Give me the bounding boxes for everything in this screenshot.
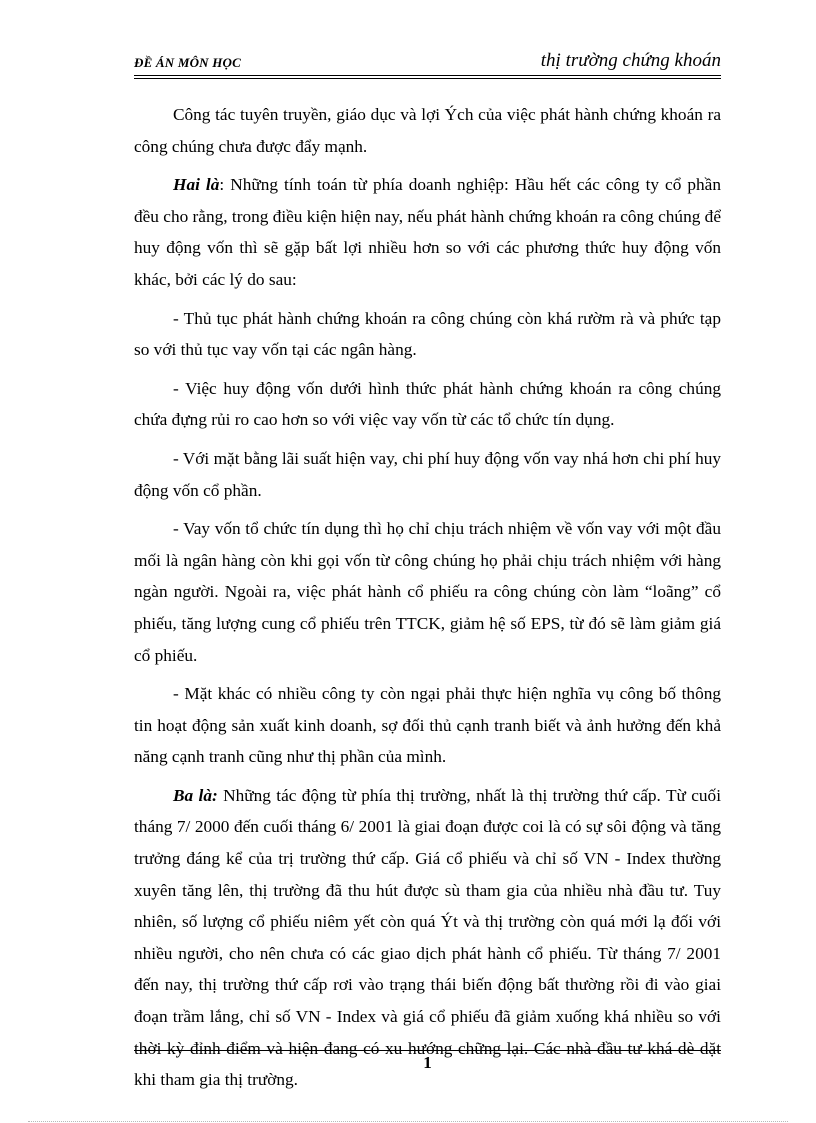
paragraph <box>134 373 721 436</box>
paragraph <box>134 678 721 773</box>
header-divider <box>134 75 721 79</box>
paragraph <box>134 169 721 295</box>
paragraph-text: : Những tính toán từ phía doanh nghiệp: Hầu hết các công ty cổ phần đều cho rằng, trong điều kiện hiện nay, nếu phát hành chứng khoán ra công chúng để huy động vốn thì sẽ gặp bất lợi nhiều hơn so với các phương thức huy động vốn khác, bởi các lý do sau: <box>134 175 721 289</box>
paragraph <box>134 780 721 1096</box>
paragraph <box>134 443 721 506</box>
paragraph <box>134 513 721 671</box>
paragraph-text: - Vay vốn tổ chức tín dụng thì họ chỉ chịu trách nhiệm về vốn vay với một đầu mối là ngân hàng còn khi gọi vốn từ công chúng họ phải chịu trách nhiệm với hàng ngàn người. Ngoài ra, việc phát hành cổ phiếu ra công chúng còn làm “loãng” cổ phiếu, tăng lượng cung cổ phiếu trên TTCK, giảm hệ số EPS, từ đó sẽ làm giảm giá cổ phiếu. <box>134 519 721 665</box>
paragraph-text: - Việc huy động vốn dưới hình thức phát hành chứng khoán ra công chúng chứa đựng rủi ro cao hơn so với việc vay vốn từ các tổ chức tín dụng. <box>134 378 721 430</box>
document-body <box>134 99 721 1103</box>
paragraph-label: Hai là <box>173 175 220 195</box>
paragraph-text: Công tác tuyên truyền, giáo dục và lợi Ých của việc phát hành chứng khoán ra công chúng chưa được đẩy mạnh. <box>134 105 721 156</box>
header-document-type: ĐỀ ÁN MÔN HỌC <box>134 55 241 70</box>
footer-divider <box>134 1050 721 1051</box>
paragraph <box>134 99 721 162</box>
header-topic: thị trường chứng khoán <box>540 50 721 71</box>
paragraph-text: - Với mặt bằng lãi suất hiện vay, chi phí huy động vốn vay nhá hơn chi phí huy động vốn cổ phần. <box>134 448 721 500</box>
page-number: 1 <box>423 1053 432 1072</box>
paragraph-text: Những tác động từ phía thị trường, nhất là thị trường thứ cấp. Từ cuối tháng 7/ 2000 đến cuối tháng 6/ 2001 là giai đoạn được coi là có sự sôi động và tăng trưởng đáng kể của trị trường thứ cấp. Giá cổ phiếu và chỉ số VN - Index thường xuyên tăng lên, thị trường đã thu hút được sù tham gia của nhiều nhà đầu tư. Tuy nhiên, số lượng cổ phiếu niêm yết còn quá Ýt và thị trường còn quá mới lạ đối với nhiều người, cho nên chưa có các giao dịch phát hành cổ phiếu. Từ tháng 7/ 2001 đến nay, thị trường thứ cấp rơi vào trạng thái biến động bất thường rồi đi vào giai đoạn trầm lắng, chỉ số VN - Index và giá cổ phiếu đã giảm xuống khá nhiều so với thời kỳ đỉnh điểm và hiện đang có xu hướng chững lại. Các nhà đầu tư khá dè dặt khi tham gia thị trường. <box>134 785 721 1090</box>
paragraph-text: - Thủ tục phát hành chứng khoán ra công chúng còn khá rườm rà và phức tạp so với thủ tục vay vốn tại các ngân hàng. <box>134 308 721 360</box>
page-header <box>134 50 721 74</box>
paragraph <box>134 303 721 366</box>
paragraph-label: Ba là: <box>173 785 218 805</box>
page-boundary <box>28 1121 788 1122</box>
paragraph-text: - Mặt khác có nhiều công ty còn ngại phải thực hiện nghĩa vụ công bố thông tin hoạt động sản xuất kinh doanh, sợ đối thủ cạnh tranh biết và ảnh hưởng đến khả năng cạnh tranh cũng như thị phần của mình. <box>134 684 721 767</box>
